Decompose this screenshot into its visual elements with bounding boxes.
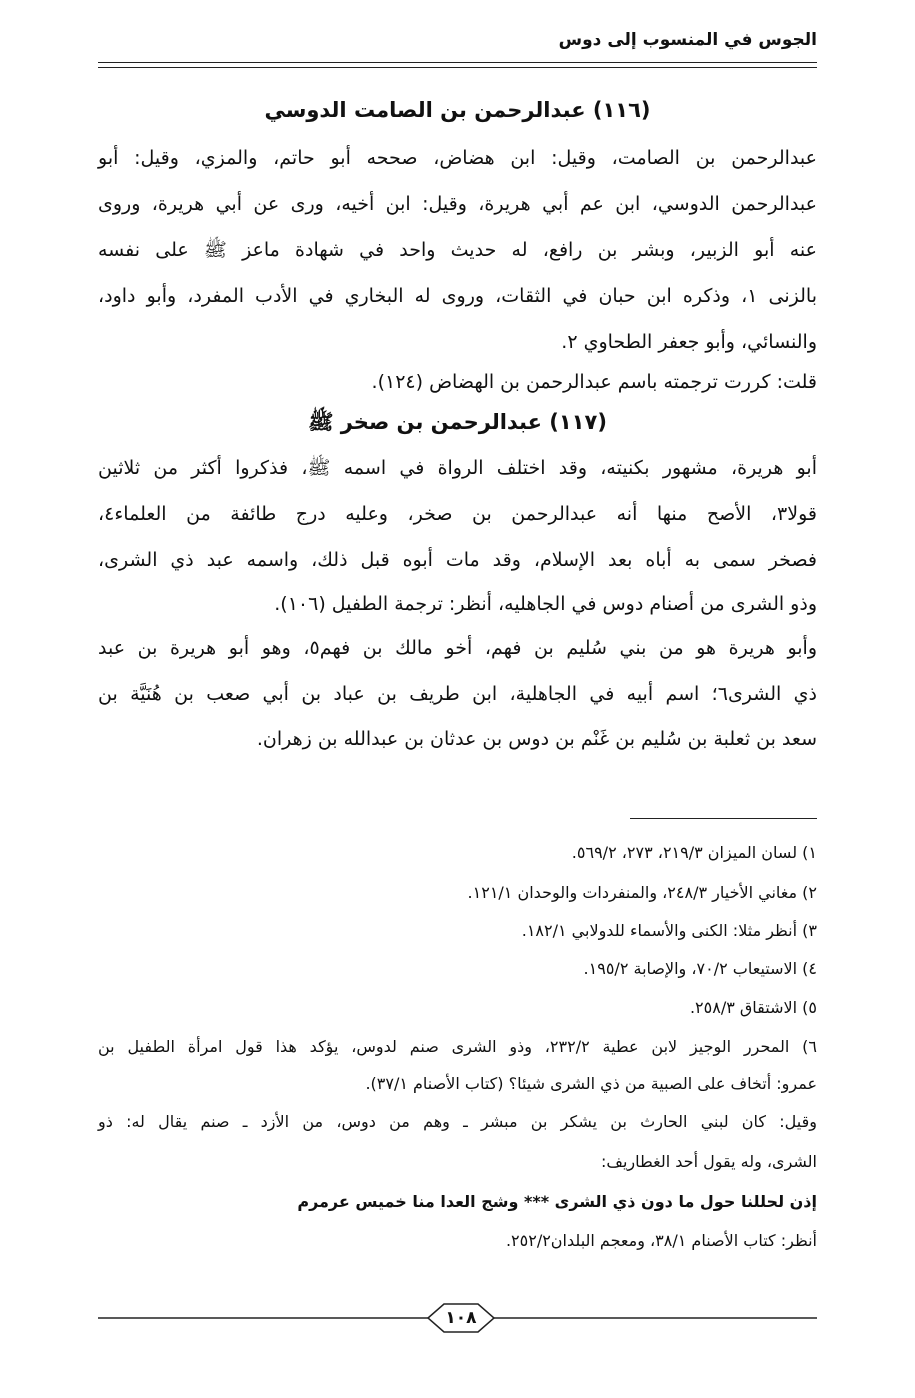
body-line: قولا٣، الأصح منها أنه عبدالرحمن بن صخر، وعليه درج طائفة من العلماء٤، bbox=[98, 503, 817, 525]
footnote-1: ١) لسان الميزان ٢١٩/٣، ٢٧٣، ٥٦٩/٢. bbox=[571, 843, 817, 862]
page-number: ١٠٨ bbox=[445, 1308, 477, 1328]
body-line: أبو هريرة، مشهور بكنيته، وقد اختلف الرواة في اسمه ﷺ، فذكروا أكثر من ثلاثين bbox=[98, 457, 817, 479]
footnote-2: ٢) مغاني الأخيار ٢٤٨/٣، والمنفردات والوحدان ١٢١/١. bbox=[467, 883, 817, 902]
footnote-6-continued: عمرو: أتخاف على الصبية من ذي الشرى شيئا؟ (كتاب الأصنام ٣٧/١). bbox=[365, 1074, 817, 1093]
body-line: سعد بن ثعلبة بن سُليم بن غَنْم بن دوس بن عدثان بن عبدالله بن زهران. bbox=[256, 728, 817, 750]
footnote-separator bbox=[630, 818, 817, 819]
header-rule-thin bbox=[98, 67, 817, 68]
entry-title-116: (١١٦) عبدالرحمن بن الصامت الدوسي bbox=[264, 98, 651, 122]
body-line: فصخر سمى به أباه بعد الإسلام، وقد مات أبوه قبل ذلك، واسمه عبد ذي الشرى، bbox=[98, 549, 817, 571]
body-line: والنسائي، وأبو جعفر الطحاوي ٢. bbox=[561, 331, 817, 353]
footnote-3: ٣) أنظر مثلا: الكنى والأسماء للدولابي ١٨٢/١. bbox=[521, 921, 817, 940]
running-title: الجوس في المنسوب إلى دوس bbox=[558, 30, 817, 50]
body-line: ذي الشرى٦؛ اسم أبيه في الجاهلية، ابن طريف بن عباد بن أبي صعب بن هُنَيَّة بن bbox=[98, 683, 817, 705]
footnote-5: ٥) الاشتقاق ٢٥٨/٣. bbox=[689, 998, 817, 1017]
footnote-6-note: وقيل: كان لبني الحارث بن يشكر بن مبشر ـ وهم من دوس، من الأزد ـ صنم يقال له: ذو bbox=[98, 1112, 817, 1131]
body-line: وذو الشرى من أصنام دوس في الجاهليه، أنظر: ترجمة الطفيل (١٠٦). bbox=[274, 593, 817, 615]
body-line: وأبو هريرة هو من بني سُليم بن فهم، أخو مالك بن فهم٥، وهو أبو هريرة بن عبد bbox=[98, 637, 818, 659]
entry-title-117: (١١٧) عبدالرحمن بن صخر ﷺ bbox=[308, 410, 607, 434]
footnote-6: ٦) المحرر الوجيز لابن عطية ٢٣٢/٢، وذو الشرى صنم لدوس، يؤكد هذا قول امرأة الطفيل بن bbox=[98, 1037, 818, 1056]
footnote-6-source: أنظر: كتاب الأصنام ٣٨/١، ومعجم البلدان٢٥٢/٢. bbox=[505, 1231, 817, 1250]
body-line: بالزنى ١، وذكره ابن حبان في الثقات، وروى له البخاري في الأدب المفرد، وأبو داود، bbox=[98, 285, 817, 307]
footnote-6-note: الشرى، وله يقول أحد الغطاريف: bbox=[601, 1152, 817, 1171]
footnote-4: ٤) الاستيعاب ٧٠/٢، والإصابة ١٩٥/٢. bbox=[583, 959, 817, 978]
poetry-verse: إذن لحللنا حول ما دون ذي الشرى *** وشج العدا منا خميس عرمرم bbox=[297, 1192, 817, 1211]
body-line: قلت: كررت ترجمته باسم عبدالرحمن بن الهضاض (١٢٤). bbox=[371, 371, 817, 393]
body-line: عبدالرحمن بن الصامت، وقيل: ابن هضاض، صححه أبو حاتم، والمزي، وقيل: أبو bbox=[98, 147, 817, 169]
body-line: عبدالرحمن الدوسي، ابن عم أبي هريرة، وقيل: ابن أخيه، ورى عن أبي هريرة، وروى bbox=[98, 193, 817, 215]
body-line: عنه أبو الزبير، وبشر بن رافع، له حديث واحد في شهادة ماعز ﷺ على نفسه bbox=[98, 239, 817, 261]
header-rule bbox=[98, 62, 817, 63]
